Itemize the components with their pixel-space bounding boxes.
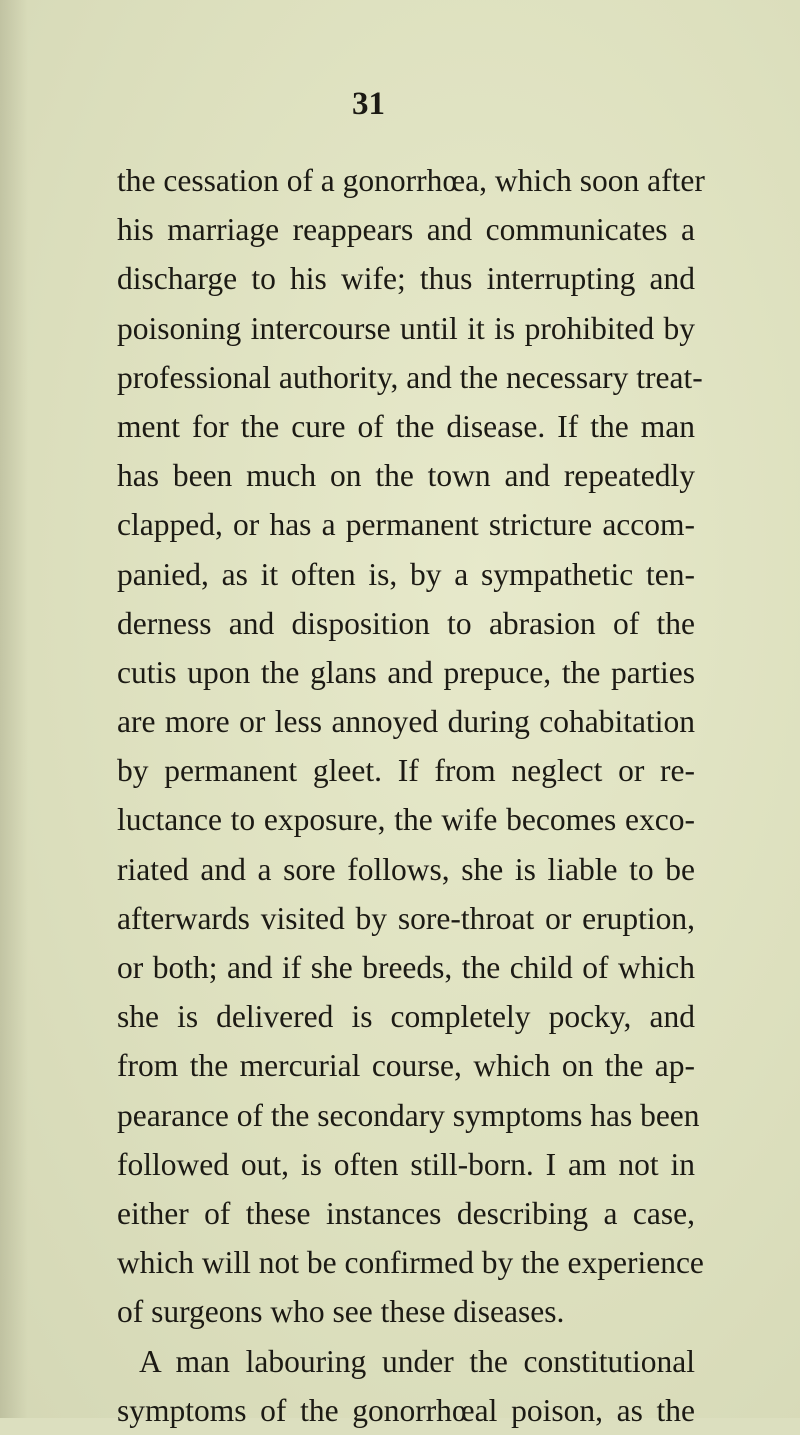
text-line: cutis upon the glans and prepuce, the parties	[117, 654, 695, 690]
text-line: symptoms of the gonorrhœal poison, as the	[117, 1392, 695, 1428]
text-line: of surgeons who see these diseases.	[117, 1294, 565, 1330]
text-line: his marriage reappears and communicates a	[117, 212, 695, 248]
text-line: ment for the cure of the disease. If the man	[117, 408, 695, 444]
page-edge-shadow	[0, 0, 28, 1418]
text-line: discharge to his wife; thus interrupting and	[117, 261, 695, 297]
text-line: afterwards visited by sore-throat or eruption,	[117, 900, 695, 936]
text-line: A man labouring under the constitutional	[139, 1343, 695, 1379]
text-line: panied, as it often is, by a sympathetic ten-	[117, 556, 695, 592]
text-line: riated and a sore follows, she is liable to be	[117, 851, 695, 887]
text-line: by permanent gleet. If from neglect or re-	[117, 753, 695, 789]
text-line: she is delivered is completely pocky, and	[117, 999, 695, 1035]
text-line: either of these instances describing a case,	[117, 1195, 695, 1231]
text-line: clapped, or has a permanent stricture accom-	[117, 507, 695, 543]
text-line: followed out, is often still-born. I am not in	[117, 1146, 695, 1182]
text-line: luctance to exposure, the wife becomes exco-	[117, 802, 695, 838]
body-text	[117, 156, 705, 1435]
text-line: has been much on the town and repeatedly	[117, 458, 695, 494]
text-line: pearance of the secondary symptoms has been	[117, 1097, 700, 1133]
text-line: from the mercurial course, which on the ap-	[117, 1048, 695, 1084]
page-number: 31	[352, 86, 385, 122]
text-line: professional authority, and the necessary treat-	[117, 359, 703, 395]
text-line: derness and disposition to abrasion of the	[117, 605, 695, 641]
text-line: poisoning intercourse until it is prohibited by	[117, 310, 695, 346]
text-line: which will not be confirmed by the experience	[117, 1245, 704, 1281]
text-line: are more or less annoyed during cohabitation	[117, 704, 695, 740]
text-line: or both; and if she breeds, the child of which	[117, 950, 695, 985]
text-line: the cessation of a gonorrhœa, which soon after	[117, 163, 705, 198]
